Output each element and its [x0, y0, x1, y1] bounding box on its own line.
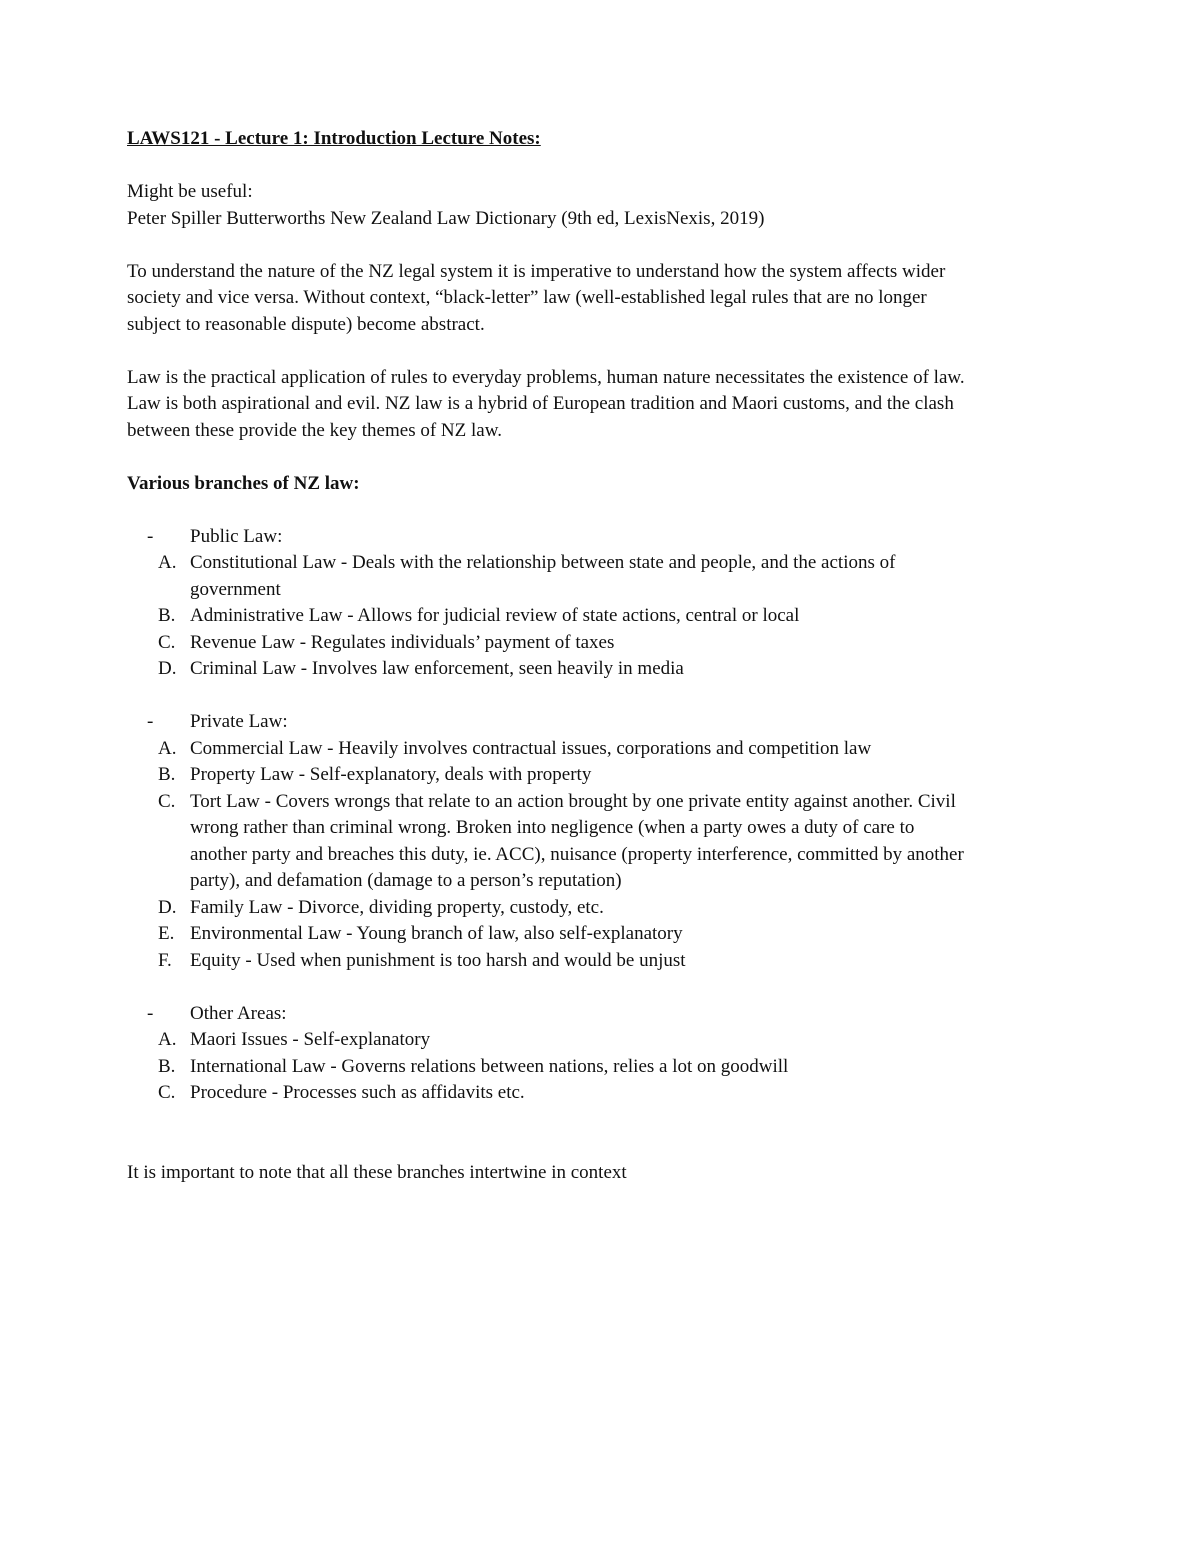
list-marker: C.: [158, 1082, 176, 1103]
list-marker: F.: [158, 949, 172, 971]
list-bullet: -: [147, 1002, 154, 1024]
list-marker: A.: [158, 1029, 177, 1050]
list-item: [127, 630, 967, 657]
list-marker: E.: [158, 923, 175, 944]
spacer: [127, 974, 967, 1001]
list-item-text: Constitutional Law - Deals with the relationship between state and people, and the actions of government: [190, 552, 896, 600]
list-marker: B.: [158, 764, 176, 785]
paragraph-context: To understand the nature of the NZ legal system it is imperative to understand how the system affects wider society and vice versa. Without context, “black-letter” law (well-established legal rules that are no longer subject to reasonable dispute) become abstract.: [127, 260, 946, 335]
document-title: LAWS121 - Lecture 1: Introduction Lecture Notes:: [127, 128, 541, 149]
list-item: [127, 1080, 967, 1107]
list-marker: D.: [158, 658, 177, 679]
public-law-list: [127, 524, 967, 683]
private-law-list: [127, 709, 967, 974]
spacer: [127, 1107, 967, 1160]
list-marker: C.: [158, 631, 176, 653]
list-item: [127, 1054, 967, 1081]
spacer: [127, 683, 967, 710]
list-item: [127, 948, 967, 975]
list-item-text: Equity - Used when punishment is too harsh and would be unjust: [190, 949, 686, 971]
spacer: [127, 497, 967, 524]
list-item: [127, 895, 967, 922]
list-item: [127, 736, 967, 763]
paragraph-nature-of-law: Law is the practical application of rules to everyday problems, human nature necessitates the existence of law. Law is both aspirational and evil. NZ law is a hybrid of European tradition and Maori customs, and the clash between these provide the key themes of NZ law.: [127, 366, 965, 441]
list-marker: B.: [158, 605, 176, 626]
list-item-text: Procedure - Processes such as affidavits etc.: [190, 1082, 525, 1103]
list-item-text: Maori Issues - Self-explanatory: [190, 1029, 431, 1050]
list-item-text: International Law - Governs relations between nations, relies a lot on goodwill: [190, 1055, 789, 1077]
list-item: [127, 789, 967, 895]
list-item-text: Revenue Law - Regulates individuals’ payment of taxes: [190, 631, 615, 653]
document-page: [127, 126, 967, 1186]
list-item: [127, 921, 967, 948]
list-item-text: Environmental Law - Young branch of law, also self-explanatory: [190, 923, 683, 944]
list-item-text: Tort Law - Covers wrongs that relate to an action brought by one private entity against another. Civil wrong rather than criminal wrong. Broken into negligence (when a party owes a duty of care to another party and breaches this duty, ie. ACC), nuisance (property interference, committed by another party), and defamation (damage to a person’s reputation): [190, 790, 964, 891]
list-marker: A.: [158, 552, 177, 573]
list-item: [127, 656, 967, 683]
list-item-text: Commercial Law - Heavily involves contractual issues, corporations and competition law: [190, 737, 872, 759]
list-item-text: Administrative Law - Allows for judicial review of state actions, central or local: [190, 605, 800, 626]
list-item: [127, 762, 967, 789]
list-item: [127, 550, 967, 603]
section-label: Private Law:: [190, 711, 288, 732]
section-header-other-areas: [127, 1001, 967, 1028]
section-header-public-law: [127, 524, 967, 551]
list-marker: D.: [158, 896, 177, 918]
list-marker: B.: [158, 1055, 176, 1077]
spacer: [127, 338, 967, 365]
section-label: Other Areas:: [190, 1002, 287, 1024]
list-item-text: Property Law - Self-explanatory, deals with property: [190, 764, 592, 785]
section-header-private-law: [127, 709, 967, 736]
list-marker: A.: [158, 737, 177, 759]
list-item: [127, 603, 967, 630]
list-bullet: -: [147, 711, 154, 732]
intro-line: Might be useful:: [127, 181, 253, 202]
list-marker: C.: [158, 790, 176, 812]
list-item: [127, 1027, 967, 1054]
spacer: [127, 153, 967, 180]
closing-note: It is important to note that all these branches intertwine in context: [127, 1161, 627, 1183]
other-areas-list: [127, 1001, 967, 1107]
spacer: [127, 232, 967, 259]
branches-heading: Various branches of NZ law:: [127, 472, 360, 494]
spacer: [127, 444, 967, 471]
section-label: Public Law:: [190, 525, 283, 547]
reference-citation: Peter Spiller Butterworths New Zealand Law Dictionary (9th ed, LexisNexis, 2019): [127, 207, 765, 229]
list-item-text: Criminal Law - Involves law enforcement, seen heavily in media: [190, 658, 684, 679]
list-bullet: -: [147, 525, 154, 547]
list-item-text: Family Law - Divorce, dividing property, custody, etc.: [190, 896, 604, 918]
